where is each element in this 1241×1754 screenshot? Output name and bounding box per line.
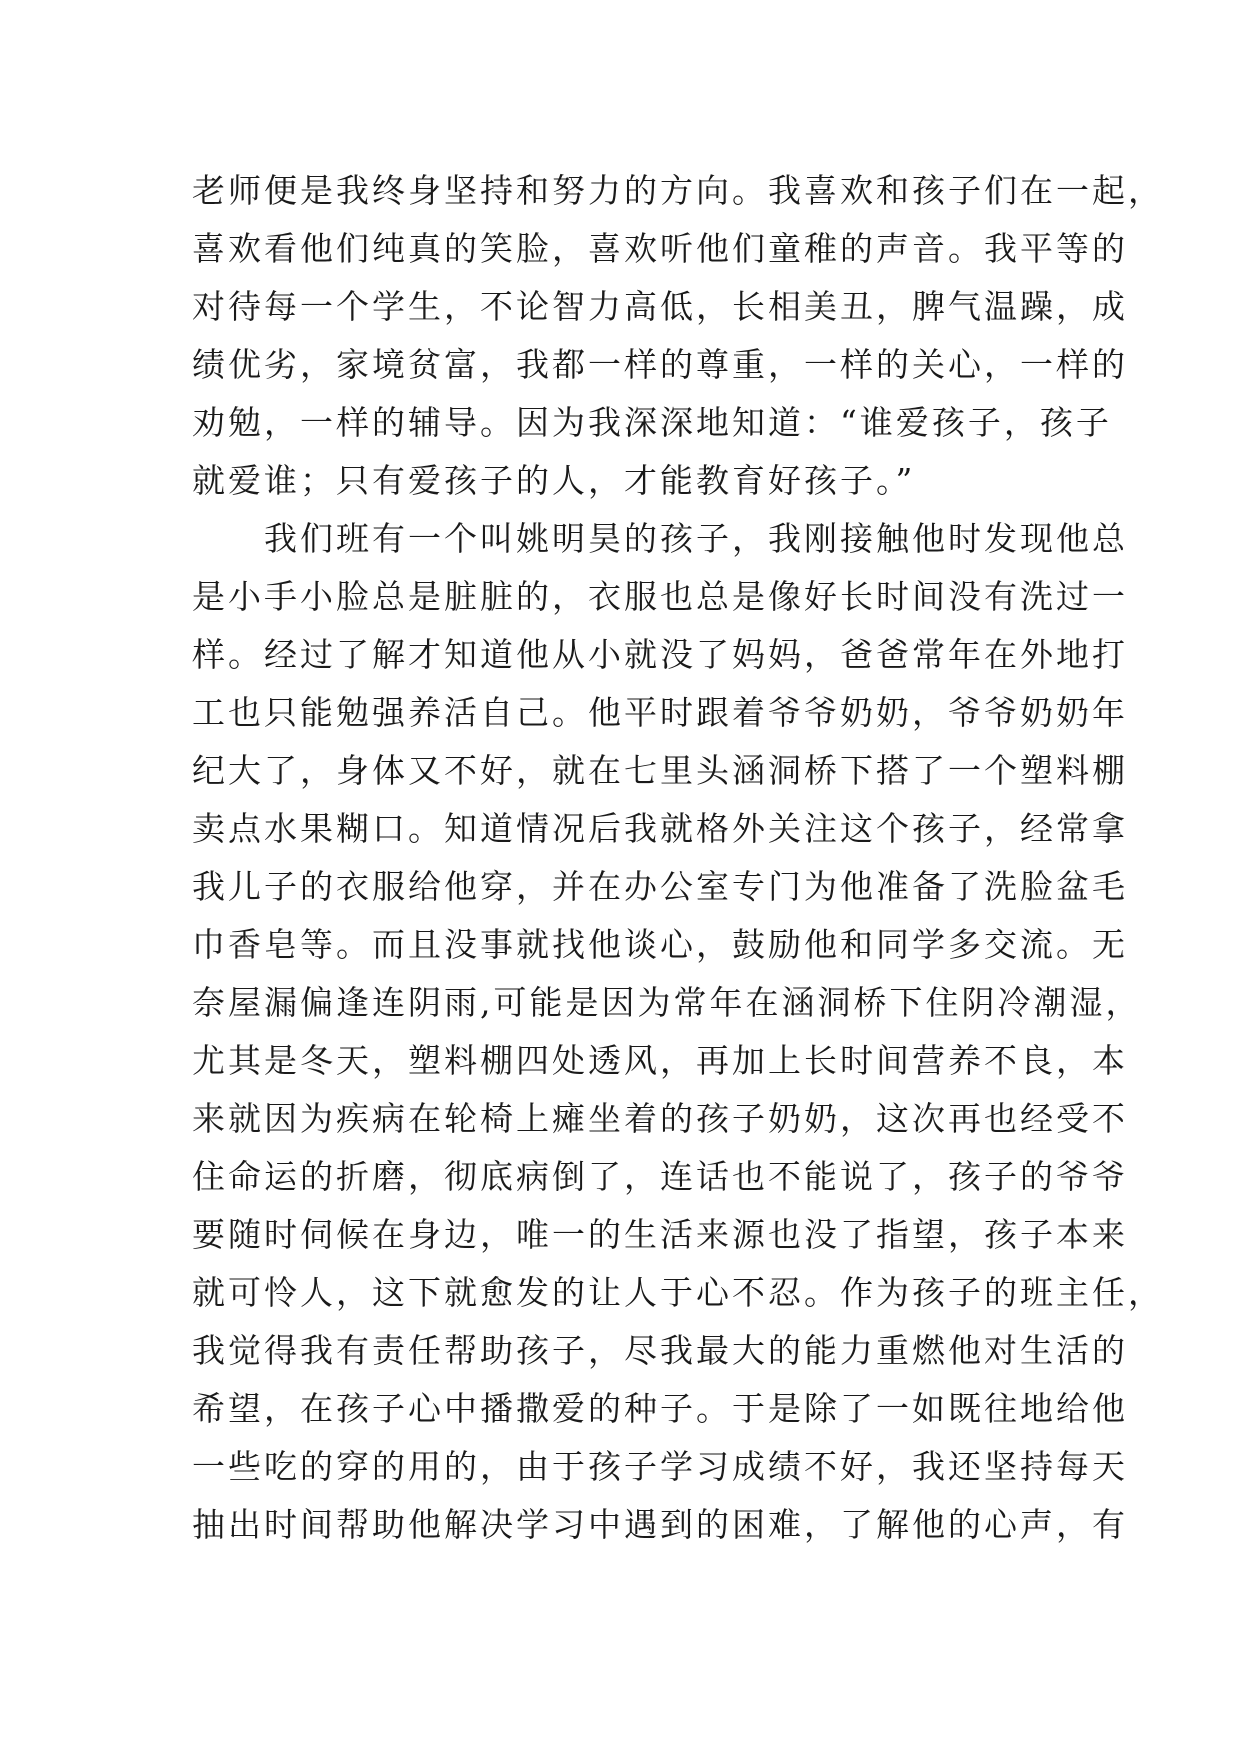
text-line: 是小手小脸总是脏脏的，衣服也总是像好长时间没有洗过一 (192, 577, 1128, 616)
text-line: 巾香皂等。而且没事就找他谈心，鼓励他和同学多交流。无 (192, 925, 1128, 964)
text-line: 一些吃的穿的用的，由于孩子学习成绩不好，我还坚持每天 (192, 1447, 1128, 1486)
text-line: 就爱谁；只有爱孩子的人，才能教育好孩子。” (192, 461, 916, 500)
text-line: 劝勉，一样的辅导。因为我深深地知道：“谁爱孩子，孩子 (192, 403, 1112, 442)
text-line: 喜欢看他们纯真的笑脸，喜欢听他们童稚的声音。我平等的 (192, 229, 1128, 268)
text-line: 希望，在孩子心中播撒爱的种子。于是除了一如既往地给他 (192, 1389, 1128, 1428)
text-line: 绩优劣，家境贫富，我都一样的尊重，一样的关心，一样的 (192, 345, 1128, 384)
text-line: 抽出时间帮助他解决学习中遇到的困难，了解他的心声，有 (192, 1505, 1128, 1544)
text-line: 奈屋漏偏逢连阴雨,可能是因为常年在涵洞桥下住阴冷潮湿， (192, 983, 1142, 1022)
text-line: 老师便是我终身坚持和努力的方向。我喜欢和孩子们在一起， (192, 171, 1164, 210)
text-line: 来就因为疾病在轮椅上瘫坐着的孩子奶奶，这次再也经受不 (192, 1099, 1128, 1138)
text-line: 样。经过了解才知道他从小就没了妈妈，爸爸常年在外地打 (192, 635, 1128, 674)
text-line: 纪大了，身体又不好，就在七里头涵洞桥下搭了一个塑料棚 (192, 751, 1128, 790)
text-line: 要随时伺候在身边，唯一的生活来源也没了指望，孩子本来 (192, 1215, 1128, 1254)
text-line: 对待每一个学生，不论智力高低，长相美丑，脾气温躁，成 (192, 287, 1128, 326)
text-line: 我觉得我有责任帮助孩子，尽我最大的能力重燃他对生活的 (192, 1331, 1128, 1370)
text-line: 工也只能勉强养活自己。他平时跟着爷爷奶奶，爷爷奶奶年 (192, 693, 1128, 732)
text-line: 就可怜人，这下就愈发的让人于心不忍。作为孩子的班主任， (192, 1273, 1164, 1312)
text-line: 我们班有一个叫姚明昊的孩子，我刚接触他时发现他总 (192, 519, 1128, 558)
body-text (192, 162, 1164, 1554)
text-line: 卖点水果糊口。知道情况后我就格外关注这个孩子，经常拿 (192, 809, 1128, 848)
text-line: 我儿子的衣服给他穿，并在办公室专门为他准备了洗脸盆毛 (192, 867, 1128, 906)
text-line: 尤其是冬天，塑料棚四处透风，再加上长时间营养不良，本 (192, 1041, 1128, 1080)
text-line: 住命运的折磨，彻底病倒了，连话也不能说了，孩子的爷爷 (192, 1157, 1128, 1196)
